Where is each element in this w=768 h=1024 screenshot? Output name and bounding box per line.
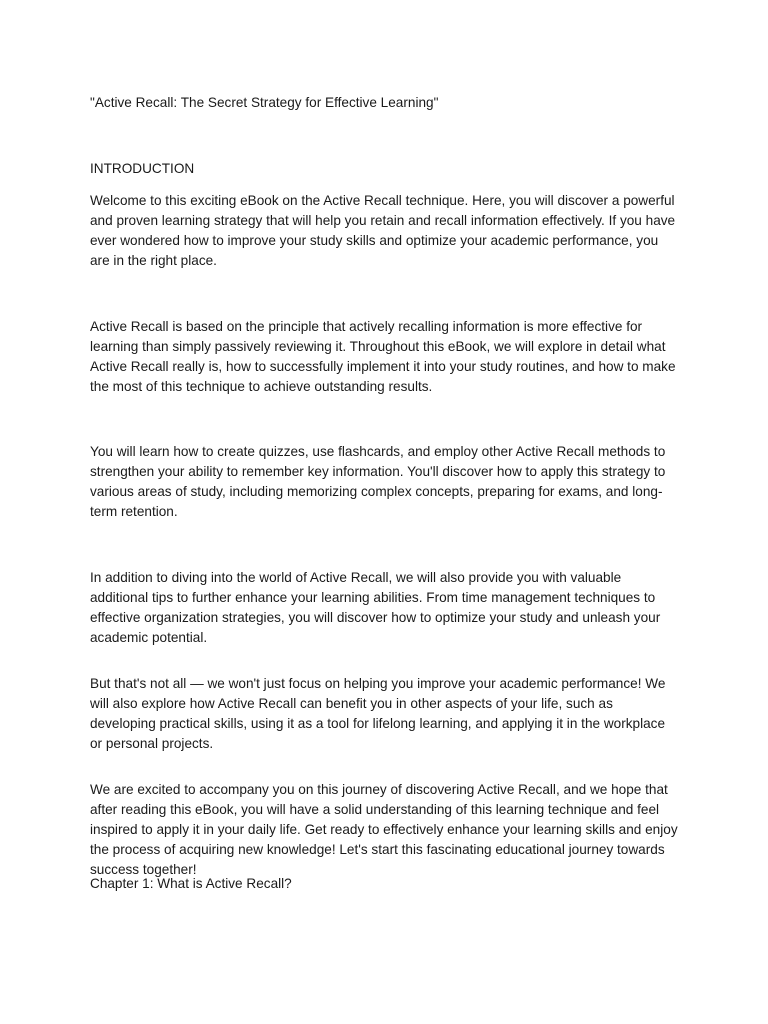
paragraph: You will learn how to create quizzes, use flashcards, and employ other Active Recall methods to strengthen your ability to remember key information. You'll discover how to apply this strategy to various areas of study, including memorizing complex concepts, preparing for exams, and long-term retention. bbox=[90, 444, 666, 520]
document-title: "Active Recall: The Secret Strategy for Effective Learning" bbox=[90, 95, 439, 110]
paragraph: But that's not all — we won't just focus on helping you improve your academic performance! We will also explore how Active Recall can benefit you in other aspects of your life, such as developing practical skills, using it as a tool for lifelong learning, and applying it in the workplace or personal projects. bbox=[90, 676, 666, 752]
paragraph: Welcome to this exciting eBook on the Active Recall technique. Here, you will discover a powerful and proven learning strategy that will help you retain and recall information effectively. If you have ever wondered how to improve your study skills and optimize your academic performance, you are in the right place. bbox=[90, 193, 676, 269]
paragraph: Active Recall is based on the principle that actively recalling information is more effective for learning than simply passively reviewing it. Throughout this eBook, we will explore in detail what Active Recall really is, how to successfully implement it into your study routines, and how to make the most of this technique to achieve outstanding results. bbox=[90, 319, 676, 395]
paragraph: In addition to diving into the world of Active Recall, we will also provide you with valuable additional tips to further enhance your learning abilities. From time management techniques to effective organization strategies, you will discover how to optimize your study and unleash your academic potential. bbox=[90, 570, 661, 646]
chapter-heading: Chapter 1: What is Active Recall? bbox=[90, 876, 292, 891]
introduction-heading: INTRODUCTION bbox=[90, 161, 195, 176]
paragraph: We are excited to accompany you on this journey of discovering Active Recall, and we hope that after reading this eBook, you will have a solid understanding of this learning technique and feel inspired to apply it in your daily life. Get ready to effectively enhance your learning skills and enjoy the process of acquiring new knowledge! Let's start this fascinating educational journey towards success together! bbox=[90, 782, 678, 878]
